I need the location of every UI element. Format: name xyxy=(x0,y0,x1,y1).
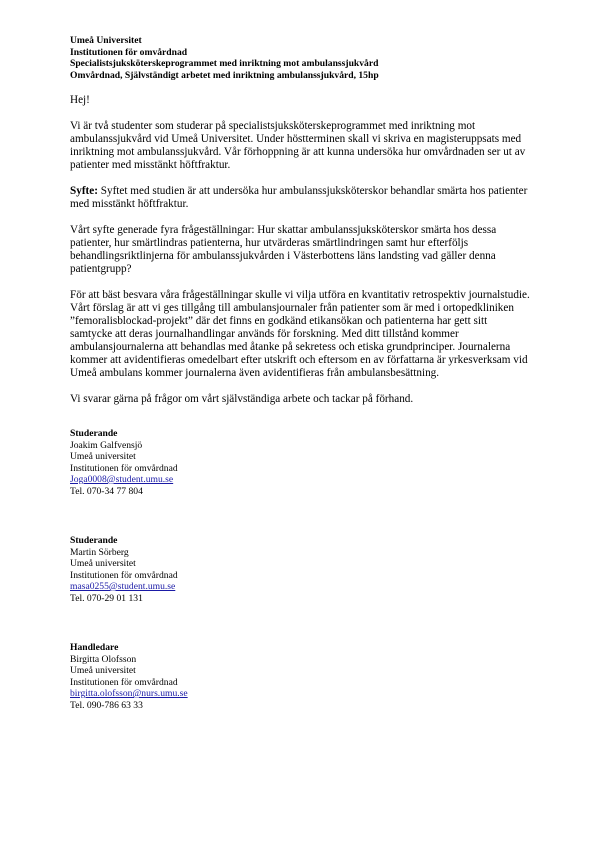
signature-block xyxy=(70,428,530,497)
method-paragraph: För att bäst besvara våra frågeställningar skulle vi vilja utföra en kvantitativ retrospektiv journalstudie. Vårt förslag är att vi ges tillgång till ambulansjournaler från patienter som är med i ortopedkliniken ”femoralisblockad-projekt” där det finns en godkänd etikansökan och patienterna har gett sitt samtycke att deras journalhandlingar används för forskning. Med ditt tillstånd kommer ambulansjournalerna att behandlas med åtanke på sekretess och etiska grundprinciper. Journalerna kommer att avidentifieras omedelbart efter utskrift och eftersom en av författarna är yrkesverksam vid Umeå ambulans kommer journalerna även avidentifieras från ambulansbesättning. xyxy=(70,289,530,379)
signature-org: Umeå universitet xyxy=(70,451,136,462)
signature-phone: Tel. 070-34 77 804 xyxy=(70,485,143,497)
signature-role: Studerande xyxy=(70,428,118,439)
signature-name: Birgitta Olofsson xyxy=(70,653,137,665)
letter-header xyxy=(70,35,530,81)
signature-phone: Tel. 090-786 63 33 xyxy=(70,699,143,711)
signature-dept: Institutionen för omvårdnad xyxy=(70,569,178,581)
signature-phone: Tel. 070-29 01 131 xyxy=(70,592,143,604)
purpose-label: Syfte: xyxy=(70,185,98,197)
signature-org: Umeå universitet xyxy=(70,665,136,676)
header-line-department: Institutionen för omvårdnad xyxy=(70,46,188,58)
greeting: Hej! xyxy=(70,94,90,106)
questions-paragraph: Vårt syfte generade fyra frågeställningar: Hur skattar ambulanssjuksköterskor smärta hos dessa patienter, hur smärtlindras patienterna, hur utvärderas smärtlindringen samt hur efterföljs behandlingsriktlinjerna för ambulanssjukvården i Västerbottens läns landsting vad gäller denna patientgrupp? xyxy=(70,224,497,275)
closing-paragraph: Vi svarar gärna på frågor om vårt självständiga arbete och tackar på förhand. xyxy=(70,393,414,405)
header-line-program: Specialistsjuksköterskeprogrammet med inriktning mot ambulanssjukvård xyxy=(70,58,379,69)
signature-role: Handledare xyxy=(70,642,119,653)
signature-name: Joakim Galfvensjö xyxy=(70,439,143,451)
signature-role: Studerande xyxy=(70,535,118,546)
intro-paragraph: Vi är två studenter som studerar på specialistsjuksköterskeprogrammet med inriktning mot ambulanssjukvård vid Umeå Universitet. Under höstterminen skall vi skriva en magisteruppsats med inriktning mot ambulanssjukvård. Vår förhoppning är att kunna undersöka hur omvårdnaden ser ut av patienter med misstänkt höftfraktur. xyxy=(70,120,526,171)
signature-dept: Institutionen för omvårdnad xyxy=(70,676,178,688)
purpose-paragraph xyxy=(70,185,530,211)
signature-email-link[interactable]: Joga0008@student.umu.se xyxy=(70,474,174,485)
signature-dept: Institutionen för omvårdnad xyxy=(70,462,178,474)
signature-block xyxy=(70,535,530,604)
purpose-text: Syftet med studien är att undersöka hur ambulanssjuksköterskor behandlar smärta hos patienter med misstänkt höftfraktur. xyxy=(70,185,528,210)
signature-name: Martin Sörberg xyxy=(70,546,129,558)
signature-block xyxy=(70,642,530,711)
letter-page xyxy=(70,35,530,711)
signature-email-link[interactable]: masa0255@student.umu.se xyxy=(70,581,176,592)
signature-email-link[interactable]: birgitta.olofsson@nurs.umu.se xyxy=(70,688,188,699)
signature-org: Umeå universitet xyxy=(70,558,136,569)
header-line-university: Umeå Universitet xyxy=(70,35,142,46)
header-line-course: Omvårdnad, Självständigt arbetet med inriktning ambulanssjukvård, 15hp xyxy=(70,69,379,81)
